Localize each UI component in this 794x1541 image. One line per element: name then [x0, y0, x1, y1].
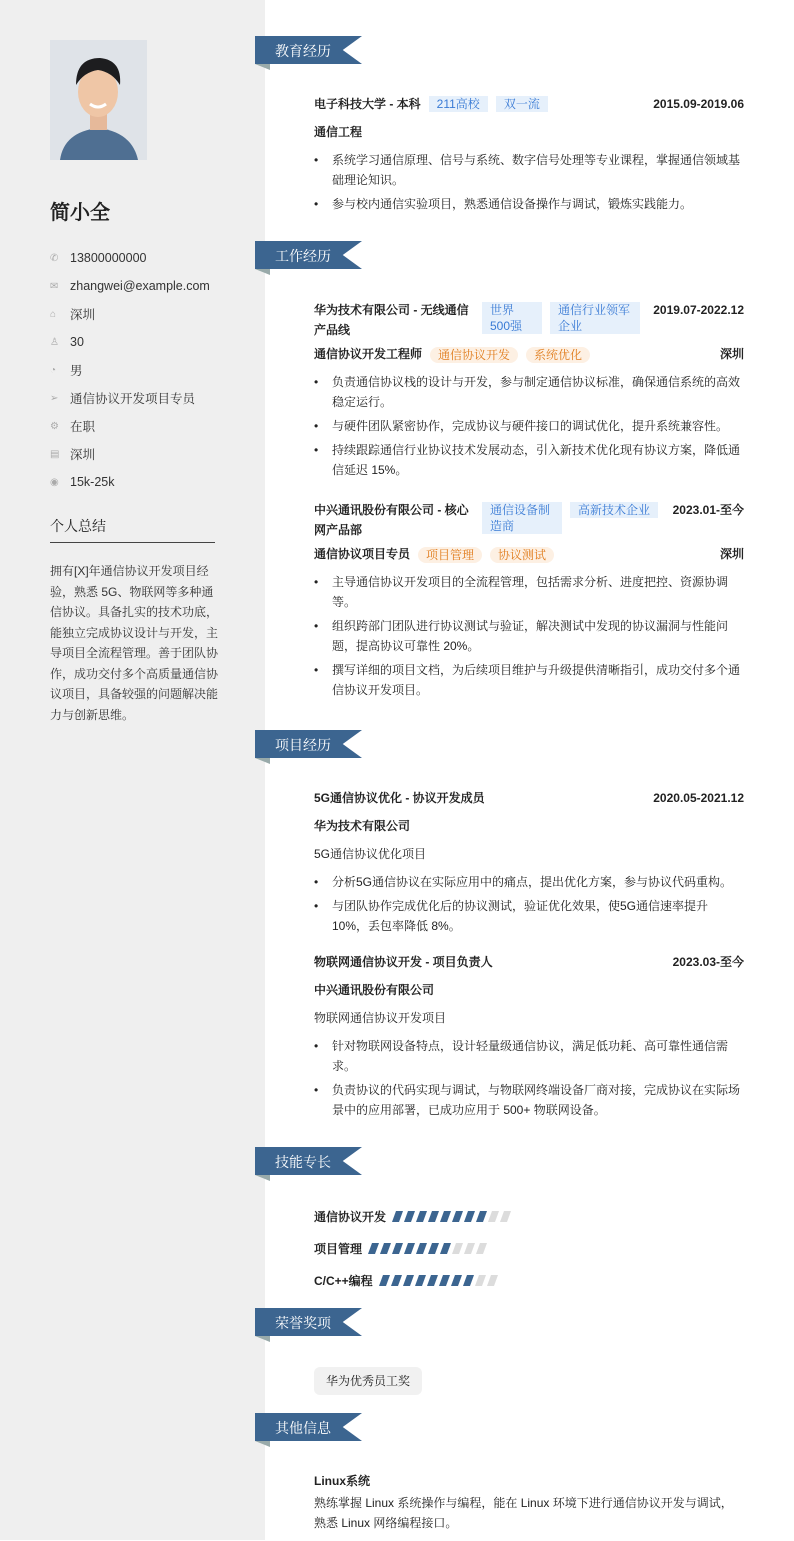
skill-level-segment	[488, 1211, 499, 1222]
text: 物联网通信协议开发 - 项目负责人	[314, 955, 493, 969]
skill-level-segment	[403, 1275, 414, 1286]
text: 世界500强	[482, 302, 542, 334]
skill-level-segment	[476, 1211, 487, 1222]
text: 通信协议开发项目专员	[70, 392, 196, 406]
status-icon: ⚙	[50, 420, 59, 432]
contact-row	[50, 440, 230, 468]
skill-level-segment	[452, 1211, 463, 1222]
list-item: • 系统学习通信原理、信号与系统、数字信号处理等专业课程，掌握通信领域基础理论知识。	[314, 150, 744, 190]
phone-icon: ✆	[50, 252, 59, 264]
skill-level-segment	[416, 1243, 427, 1254]
skill-level-segment	[464, 1243, 475, 1254]
skill-level-segment	[451, 1275, 462, 1286]
layout-group	[314, 952, 744, 972]
list-item: • 参与校内通信实验项目，熟悉通信设备操作与调试，锻炼实践能力。	[314, 194, 744, 214]
skill-level-segment	[440, 1243, 451, 1254]
skill-level-segment	[391, 1275, 402, 1286]
contact-row	[50, 384, 230, 412]
contact-row	[50, 300, 230, 328]
education-block	[314, 94, 744, 218]
skill-level-segment	[439, 1275, 450, 1286]
text: 通信工程	[314, 125, 363, 139]
text: 深圳	[70, 448, 96, 462]
text: C/C++编程	[314, 1273, 373, 1288]
skill-level-segment	[416, 1211, 427, 1222]
contact-row	[50, 244, 230, 272]
list-item: • 与团队协作完成优化后的协议测试，验证优化效果，使5G通信速率提升 10%，丢包率降低 8%。	[314, 896, 744, 936]
text: 系统优化	[526, 347, 590, 363]
project-item	[314, 952, 744, 1124]
list-item: • 与硬件团队紧密协作，完成协议与硬件接口的调试优化，提升系统兼容性。	[314, 416, 744, 436]
text: zhangwei@example.com	[70, 279, 210, 293]
contact-row	[50, 328, 230, 356]
skill-level-bar	[381, 1275, 496, 1286]
text: 项目管理	[314, 1241, 363, 1256]
layout-group	[314, 544, 744, 564]
layout-group	[314, 300, 744, 340]
text: 物联网通信协议开发项目	[314, 1011, 447, 1025]
list-item: • 主导通信协议开发项目的全流程管理，包括需求分析、进度把控、资源协调等。	[314, 572, 744, 612]
skill-level-segment	[475, 1275, 486, 1286]
work-item	[314, 500, 744, 704]
text: 13800000000	[70, 251, 147, 265]
list-item: • 组织跨部门团队进行协议测试与验证，解决测试中发现的协议漏洞与性能问题，提高协议可靠性 20%。	[314, 616, 744, 656]
skill-level-segment	[404, 1211, 415, 1222]
contact-row	[50, 356, 230, 384]
skill-level-segment	[379, 1275, 390, 1286]
text: 通信协议开发工程师	[314, 347, 423, 361]
text: 华为技术有限公司 - 无线通信产品线	[314, 303, 469, 337]
home-icon: ⌂	[50, 308, 57, 320]
text: 2019.07-2022.12	[653, 303, 744, 317]
building-icon: ▤	[50, 448, 60, 460]
gender-icon: ◔	[50, 364, 57, 376]
text: 2020.05-2021.12	[653, 791, 744, 805]
text: 5G通信协议优化 - 协议开发成员	[314, 791, 485, 805]
text: 通信协议开发	[314, 1209, 387, 1224]
text: 技能专长	[275, 1154, 331, 1170]
mail-icon: ✉	[50, 280, 59, 292]
skill-row	[314, 1232, 744, 1264]
text: 5G通信协议优化项目	[314, 847, 427, 861]
text: 深圳	[719, 547, 744, 561]
section-work-header	[255, 241, 362, 269]
skill-level-segment	[404, 1243, 415, 1254]
skill-level-segment	[500, 1211, 511, 1222]
send-icon: ➢	[50, 392, 59, 404]
text: 工作经历	[275, 248, 331, 264]
text: 熟练掌握 Linux 系统操作与编程，能在 Linux 环境下进行通信协议开发与调试，熟悉 Linux 网络编程接口。	[314, 1496, 733, 1530]
skill-level-segment	[428, 1243, 439, 1254]
text: 项目经历	[275, 737, 331, 753]
contact-row	[50, 468, 230, 496]
layout-group	[314, 122, 744, 142]
candidate-name: 简小全	[50, 202, 110, 224]
text: 2023.03-至今	[672, 955, 744, 969]
skill-row	[314, 1264, 744, 1296]
text: 深圳	[719, 347, 744, 361]
text: 通信协议项目专员	[314, 547, 411, 561]
skill-level-segment	[476, 1243, 487, 1254]
age-icon: ♙	[50, 336, 59, 348]
layout-group	[314, 94, 744, 114]
layout-group	[314, 94, 548, 114]
section-education-header	[255, 36, 362, 64]
text: 15k-25k	[70, 475, 115, 489]
text: 高新技术企业	[570, 502, 658, 518]
skill-level-bar	[394, 1211, 509, 1222]
list-item: • 撰写详细的项目文档，为后续项目维护与升级提供清晰指引，成功交付多个通信协议开发项目。	[314, 660, 744, 700]
skill-level-segment	[380, 1243, 391, 1254]
skill-level-segment	[427, 1275, 438, 1286]
layout-group	[314, 500, 658, 540]
contact-info	[50, 244, 230, 496]
text: 2023.01-至今	[672, 503, 744, 517]
other-info	[314, 1471, 744, 1541]
skill-level-segment	[415, 1275, 426, 1286]
text: 荣誉奖项	[275, 1315, 331, 1331]
text: 其他信息	[275, 1420, 331, 1436]
layout-group	[314, 1471, 744, 1491]
text: 211高校	[429, 96, 488, 112]
section-other-header	[255, 1413, 362, 1441]
contact-row	[50, 412, 230, 440]
text: Linux系统	[314, 1474, 370, 1488]
skill-level-bar	[370, 1243, 485, 1254]
skill-level-segment	[428, 1211, 439, 1222]
skill-level-segment	[464, 1211, 475, 1222]
section-honors-header	[255, 1308, 362, 1336]
text: 双一流	[496, 96, 548, 112]
avatar-photo	[50, 40, 147, 160]
layout-group	[314, 544, 554, 564]
layout-group	[314, 344, 590, 364]
text: 中兴通讯股份有限公司 - 核心网产品部	[314, 503, 469, 537]
skill-row	[314, 1200, 744, 1232]
salary-icon: ◉	[50, 476, 59, 488]
layout-group	[314, 872, 744, 936]
skill-level-segment	[392, 1243, 403, 1254]
layout-group	[314, 344, 744, 364]
text: 通信行业领军企业	[550, 302, 640, 334]
project-item	[314, 788, 744, 940]
layout-group	[314, 1036, 744, 1120]
layout-group	[314, 500, 744, 540]
text: 男	[70, 364, 83, 378]
skill-level-segment	[368, 1243, 379, 1254]
summary-title: 个人总结	[50, 516, 215, 543]
skill-level-segment	[452, 1243, 463, 1254]
text: 通信协议开发	[430, 347, 518, 363]
skill-level-segment	[487, 1275, 498, 1286]
contact-row	[50, 272, 230, 300]
text: 华为技术有限公司	[314, 819, 411, 833]
text: 2015.09-2019.06	[653, 97, 744, 111]
skill-level-segment	[440, 1211, 451, 1222]
skill-level-segment	[463, 1275, 474, 1286]
text: 中兴通讯股份有限公司	[314, 983, 435, 997]
section-project-header	[255, 730, 362, 758]
list-item: • 针对物联网设备特点，设计轻量级通信协议，满足低功耗、高可靠性通信需求。	[314, 1036, 744, 1076]
layout-group	[314, 788, 744, 808]
text: 项目管理	[418, 547, 482, 563]
list-item: • 持续跟踪通信行业协议技术发展动态，引入新技术优化现有协议方案，降低通信延迟 15%。	[314, 440, 744, 480]
layout-group	[314, 816, 744, 836]
list-item: • 分析5G通信协议在实际应用中的痛点，提出优化方案，参与协议代码重构。	[314, 872, 744, 892]
text: 协议测试	[490, 547, 554, 563]
layout-group	[314, 150, 744, 214]
layout-group	[314, 372, 744, 480]
skills-list	[314, 1200, 744, 1296]
layout-group	[314, 300, 640, 340]
work-item	[314, 300, 744, 484]
skill-level-segment	[392, 1211, 403, 1222]
list-item: • 负责通信协议栈的设计与开发，参与制定通信协议标准，确保通信系统的高效稳定运行。	[314, 372, 744, 412]
summary-text: 拥有[X]年通信协议开发项目经验，熟悉 5G、物联网等多种通信协议。具备扎实的技术功底，能独立完成协议设计与开发，主导项目全流程管理。善于团队协作，成功交付多个高质量通信协议项目，具备较强的问题解决能力与创新思维。	[50, 564, 219, 722]
text: 电子科技大学 - 本科	[314, 97, 421, 111]
section-skills-header	[255, 1147, 362, 1175]
layout-group	[314, 980, 744, 1000]
sidebar	[0, 0, 265, 1540]
layout-group	[314, 572, 744, 700]
honors-list	[314, 1367, 744, 1395]
text: 深圳	[70, 308, 96, 322]
text: 在职	[70, 420, 96, 434]
text: 通信设备制造商	[482, 502, 562, 534]
text: 教育经历	[275, 43, 331, 59]
list-item: • 负责协议的代码实现与调试，与物联网终端设备厂商对接，完成协议在实际场景中的应用部署，已成功应用于 500+ 物联网设备。	[314, 1080, 744, 1120]
honor-badge: 华为优秀员工奖	[314, 1367, 422, 1395]
text: 30	[70, 335, 84, 349]
